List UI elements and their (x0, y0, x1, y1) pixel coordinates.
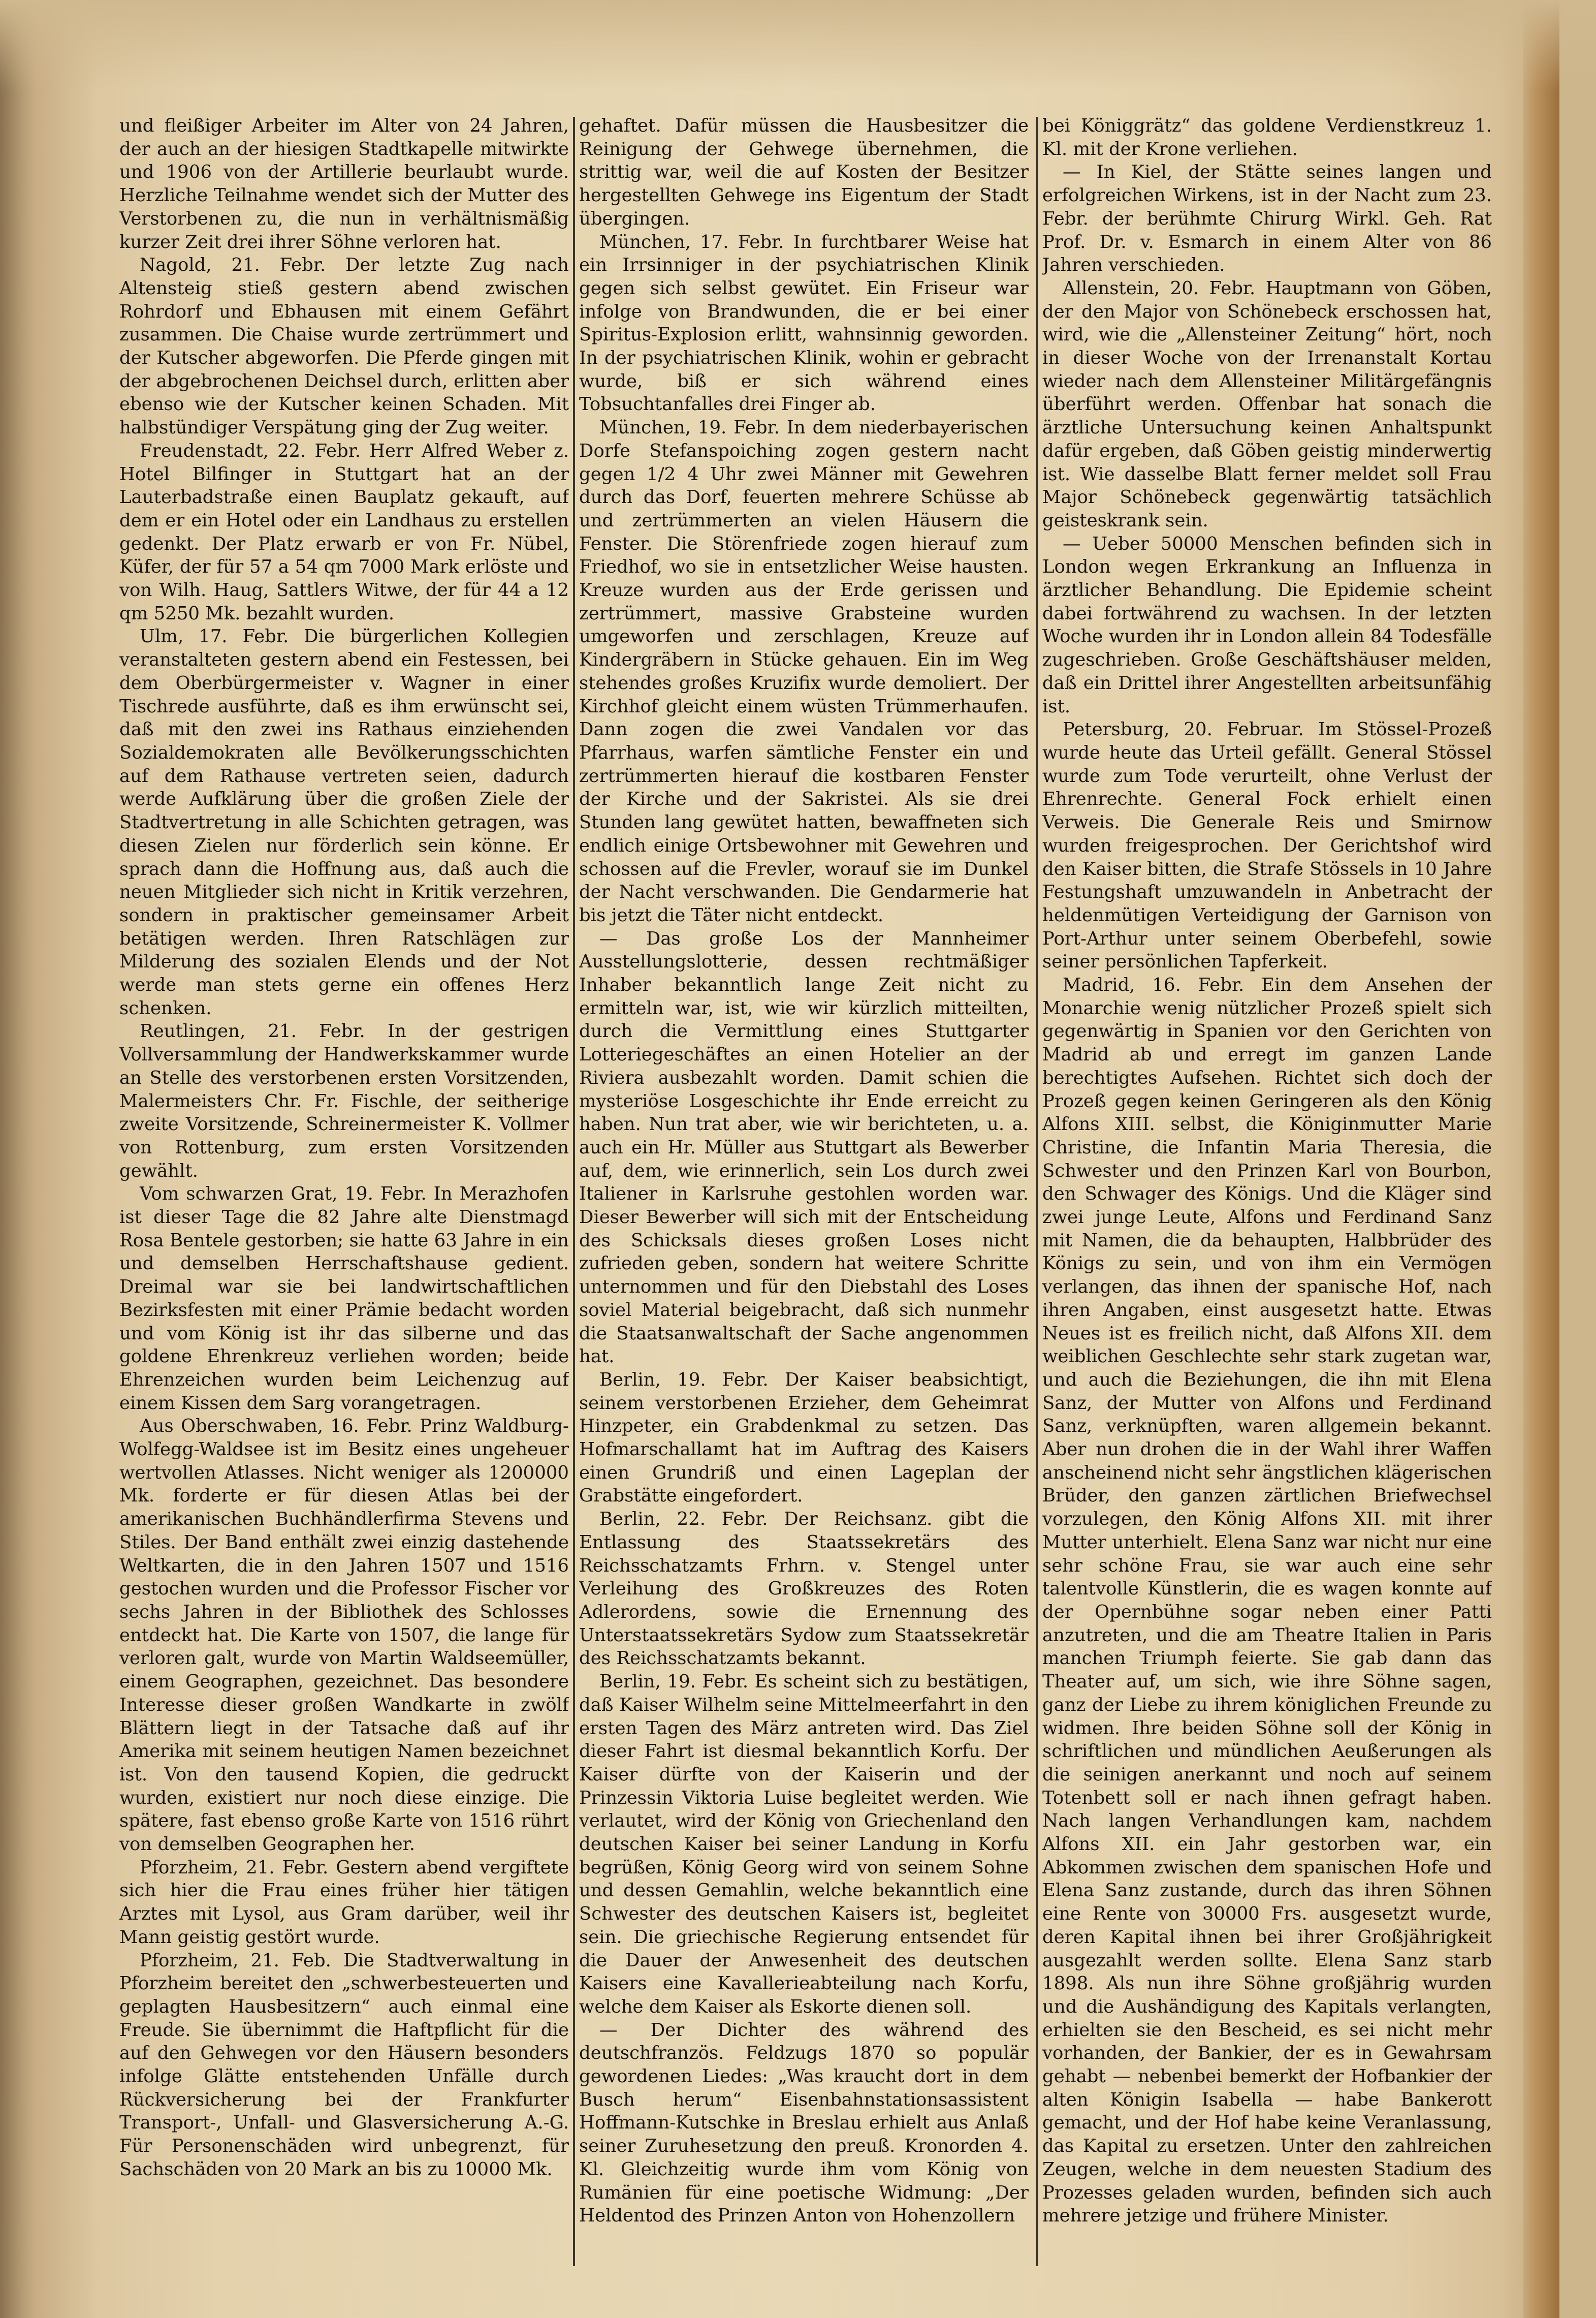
article-paragraph: Vom schwarzen Grat, 19. Febr. In Merazhofen ist dieser Tage die 82 Jahre alte Dienstmagd Rosa Bentele gestorben; sie hatte 63 Jahre in ein und demselben Herrschaftshause gedient. Dreimal war sie bei landwirtschaftlichen Bezirksfesten mit einer Prämie bedacht worden und vom König ist ihr das silberne und das goldene Ehrenkreuz verliehen worden; beide Ehrenzeichen wurden beim Leichenzug auf einem Kissen dem Sarg vorangetragen. (119, 1183, 569, 1414)
page-top-shading (0, 0, 1596, 91)
column-divider (573, 117, 575, 2266)
text-column-left (119, 114, 569, 2264)
article-paragraph: — Ueber 50000 Menschen befinden sich in London wegen Erkrankung an Influenza in ärztlicher Behandlung. Die Epidemie scheint dabei fortwährend zu wachsen. In der letzten Woche wurden ihr in London allein 84 Todesfälle zugeschrieben. Große Geschäftshäuser melden, daß ein Drittel ihrer Angestellten arbeitsunfähig ist. (1042, 533, 1492, 717)
article-paragraph: Madrid, 16. Febr. Ein dem Ansehen der Monarchie wenig nützlicher Prozeß spielt sich gegenwärtig in Spanien vor den Gerichten von Madrid ab und erregt im ganzen Lande berechtigtes Aufsehen. Richtet sich doch der Prozeß gegen keinen Geringeren als den König Alfons XIII. selbst, die Königinmutter Marie Christine, die Infantin Maria Theresia, die Schwester und den Prinzen Karl von Bourbon, den Schwager des Königs. Und die Kläger sind zwei junge Leute, Alfons und Ferdinand Sanz mit Namen, die da behaupten, Halbbrüder des Königs zu sein, und von ihm ein Vermögen verlangen, das ihnen der spanische Hof, nach ihren Angaben, einst ausgesetzt hatte. Etwas Neues ist es freilich nicht, daß Alfons XII. dem weiblichen Geschlechte sehr stark zugetan war, und auch die Beziehungen, die ihn mit Elena Sanz, der Mutter von Alfons und Ferdinand Sanz, verknüpften, waren allgemein bekannt. Aber nun drohen die in der Wahl ihrer Waffen anscheinend nicht sehr ängstlichen klägerischen Brüder, den ganzen zärtlichen Briefwechsel vorzulegen, den König Alfons XII. mit ihrer Mutter unterhielt. Elena Sanz war nicht nur eine sehr schöne Frau, sie war auch eine sehr talentvolle Künstlerin, die es wagen konnte auf der Opernbühne sogar neben einer Patti anzutreten, und die am Theatre Italien in Paris manchen Triumph feierte. Sie gab dann das Theater auf, um sich, wie ihre Söhne sagen, ganz der Liebe zu ihrem königlichen Freunde zu widmen. Ihre beiden Söhne soll der König in schriftlichen und mündlichen Aeußerungen als die seinigen anerkannt und noch auf seinem Totenbett soll er nach ihnen gefragt haben. Nach langen Verhandlungen kam, nachdem Alfons XII. ein Jahr gestorben war, ein Abkommen zwischen dem spanischen Hofe und Elena Sanz zustande, durch das ihren Söhnen eine Rente von 30000 Frs. ausgesetzt wurde, deren Kapital ihnen bei ihrer Großjährigkeit ausgezahlt werden sollte. Elena Sanz starb 1898. Als nun ihre Söhne großjährig wurden und die Aushändigung des Kapitals verlangten, erhielten sie den Bescheid, es sei nicht mehr vorhanden, der Bankier, der es in Gewahrsam gehabt — nebenbei bemerkt der Hofbankier der alten Königin Isabella — habe Bankerott gemacht, und der Hof habe keine Veranlassung, das Kapital zu ersetzen. Unter den zahlreichen Zeugen, welche in dem neuesten Stadium des Prozesses geladen wurden, befinden sich auch mehrere jetzige und frühere Minister. (1042, 975, 1492, 2227)
article-paragraph: Nagold, 21. Febr. Der letzte Zug nach Altensteig stieß gestern abend zwischen Rohrdorf und Ebhausen mit einem Gefährt zusammen. Die Chaise wurde zertrümmert und der Kutscher abgeworfen. Die Pferde gingen mit der abgebrochenen Deichsel durch, erlitten aber ebenso wie der Kutscher keinen Schaden. Mit halbstündiger Verspätung ging der Zug weiter. (119, 255, 569, 438)
article-paragraph: — Der Dichter des während des deutschfranzös. Feldzugs 1870 so populär gewordenen Liedes: „Was kraucht dort in dem Busch herum“ Eisenbahnstationsassistent Hoffmann-Kutschke in Breslau erhielt aus Anlaß seiner Zuruhesetzung den preuß. Kronorden 4. Kl. Gleichzeitig wurde ihm vom König von Rumänien für eine poetische Widmung: „Der Heldentod des Prinzen Anton von Hohenzollern (579, 2019, 1029, 2227)
article-paragraph: Pforzheim, 21. Feb. Die Stadtverwaltung in Pforzheim bereitet den „schwerbesteuerten und geplagten Hausbesitzern“ auch einmal eine Freude. Sie übernimmt die Haftpflicht für die auf den Gehwegen vor den Häusern besonders infolge Glätte entstehenden Unfälle durch Rückversicherung bei der Frankfurter Transport-, Unfall- und Glasversicherung A.-G. Für Personenschäden wird unbegrenzt, für Sachschäden von 20 Mark an bis zu 10000 Mk. (119, 1950, 569, 2180)
article-paragraph: — In Kiel, der Stätte seines langen und erfolgreichen Wirkens, ist in der Nacht zum 23. Febr. der berühmte Chirurg Wirkl. Geh. Rat Prof. Dr. v. Esmarch in einem Alter von 86 Jahren verschieden. (1042, 162, 1492, 276)
page-edge (1523, 0, 1559, 2318)
article-paragraph: Ulm, 17. Febr. Die bürgerlichen Kollegien veranstalteten gestern abend ein Festessen, bei dem Oberbürgermeister v. Wagner in einer Tischrede ausführte, daß es ihm erwünscht sei, daß mit den zwei ins Rathaus einziehenden Sozialdemokraten alle Bevölkerungsschichten auf dem Rathause vertreten seien, dadurch werde Aufklärung über die großen Ziele der Stadtvertretung in alle Schichten getragen, was diesen Zielen nur förderlich sein könne. Er sprach dann die Hoffnung aus, daß auch die neuen Mitglieder sich nicht in Kritik verzehren, sondern in praktischer gemeinsamer Arbeit betätigen werden. Ihren Ratschlägen zur Milderung des sozialen Elends und der Not werde man stets gerne ein offenes Herz schenken. (119, 626, 569, 1019)
article-paragraph: Allenstein, 20. Febr. Hauptmann von Göben, der den Major von Schönebeck erschossen hat, wird, wie die „Allensteiner Zeitung“ hört, noch in dieser Woche von der Irrenanstalt Kortau wieder nach dem Allensteiner Militärgefängnis überführt werden. Offenbar hat sonach die ärztliche Untersuchung keinen Anhaltspunkt dafür ergeben, daß Göben geistig minderwertig ist. Wie dasselbe Blatt ferner meldet soll Frau Major Schönebeck gegenwärtig tatsächlich geisteskrank sein. (1042, 277, 1492, 531)
article-paragraph: Reutlingen, 21. Febr. In der gestrigen Vollversammlung der Handwerkskammer wurde an Stelle des verstorbenen ersten Vorsitzenden, Malermeisters Chr. Fr. Fischle, der seitherige zweite Vorsitzende, Schreinermeister K. Vollmer von Rottenburg, zum ersten Vorsitzenden gewählt. (119, 1021, 569, 1181)
article-paragraph: Pforzheim, 21. Febr. Gestern abend vergiftete sich hier die Frau eines früher hier tätigen Arztes mit Lysol, aus Gram darüber, weil ihr Mann geistig gestört wurde. (119, 1857, 569, 1948)
article-paragraph: München, 19. Febr. In dem niederbayerischen Dorfe Stefanspoiching zogen gestern nacht gegen 1/2 4 Uhr zwei Männer mit Gewehren durch das Dorf, feuerten mehrere Schüsse ab und zertrümmerten an vielen Häusern die Fenster. Die Störenfriede zogen hierauf zum Friedhof, wo sie in entsetzlicher Weise hausten. Kreuze wurden aus der Erde gerissen und zertrümmert, massive Grabsteine wurden umgeworfen und zerschlagen, Kreuze auf Kindergräbern in Stücke gehauen. Ein im Weg stehendes großes Kruzifix wurde demoliert. Der Kirchhof gleicht einem wüsten Trümmerhaufen. Dann zogen die zwei Vandalen vor das Pfarrhaus, warfen sämtliche Fenster ein und zertrümmerten hierauf die kostbaren Fenster der Kirche und der Sakristei. Als sie drei Stunden lang gewütet hatten, bewaffneten sich endlich einige Ortsbewohner mit Gewehren und schossen auf die Frevler, worauf sie im Dunkel der Nacht verschwanden. Die Gendarmerie hat bis jetzt die Täter nicht entdeckt. (579, 417, 1029, 926)
article-paragraph: Berlin, 19. Febr. Der Kaiser beabsichtigt, seinem verstorbenen Erzieher, dem Geheimrat Hinzpeter, ein Grabdenkmal zu setzen. Das Hofmarschallamt hat im Auftrag des Kaisers einen Grundriß und einen Lageplan der Grabstätte eingefordert. (579, 1369, 1029, 1507)
article-paragraph: München, 17. Febr. In furchtbarer Weise hat ein Irrsinniger in der psychiatrischen Klinik gegen sich selbst gewütet. Ein Friseur war infolge von Brandwunden, die er bei einer Spiritus-Explosion erlitt, wahnsinnig geworden. In der psychiatrischen Klinik, wohin er gebracht wurde, biß er sich während eines Tobsuchtanfalles drei Finger ab. (579, 231, 1029, 415)
article-paragraph: Aus Oberschwaben, 16. Febr. Prinz Waldburg-Wolfegg-Waldsee ist im Besitz eines ungeheuer wertvollen Atlasses. Nicht weniger als 1200000 Mk. forderte er für diesen Atlas bei der amerikanischen Buchhändlerfirma Stevens und Stiles. Der Band enthält zwei einzig dastehende Weltkarten, die in den Jahren 1507 und 1516 gestochen wurden und die Professor Fischer vor sechs Jahren in der Bibliothek des Schlosses entdeckt hat. Die Karte von 1507, die lange für verloren galt, wurde von Martin Waldseemüller, einem Geographen, gezeichnet. Das besondere Interesse dieser großen Wandkarte in zwölf Blättern liegt in der Tatsache daß auf ihr Amerika mit seinem heutigen Namen bezeichnet ist. Von den tausend Kopien, die gedruckt wurden, existiert nur noch diese einzige. Die spätere, fast ebenso große Karte von 1516 rührt von demselben Geographen her. (119, 1416, 569, 1855)
article-paragraph: Petersburg, 20. Februar. Im Stössel-Prozeß wurde heute das Urteil gefällt. General Stössel wurde zum Tode verurteilt, ohne Verlust der Ehrenrechte. General Fock erhielt einen Verweis. Die Generale Reis und Smirnow wurden freigesprochen. Der Gerichtshof wird den Kaiser bitten, die Strafe Stössels in 10 Jahre Festungshaft umzuwandeln in Anbetracht der heldenmütigen Verteidigung der Garnison von Port-Arthur unter seinem Oberbefehl, sowie seiner persönlichen Tapferkeit. (1042, 719, 1492, 973)
text-column-right (1042, 114, 1492, 2264)
article-paragraph: Freudenstadt, 22. Febr. Herr Alfred Weber z. Hotel Bilfinger in Stuttgart hat an der Lauterbadstraße einen Bauplatz gekauft, auf dem er ein Hotel oder ein Landhaus zu erstellen gedenkt. Der Platz erwarb er von Fr. Nübel, Küfer, der für 57 a 54 qm 7000 Mark erlöste und von Wilh. Haug, Sattlers Witwe, der für 44 a 12 qm 5250 Mk. bezahlt wurden. (119, 440, 569, 624)
article-paragraph: und fleißiger Arbeiter im Alter von 24 Jahren, der auch an der hiesigen Stadtkapelle mitwirkte und 1906 von der Artillerie beurlaubt wurde. Herzliche Teilnahme wendet sich der Mutter des Verstorbenen zu, die nun in verhältnismäßig kurzer Zeit drei ihrer Söhne verloren hat. (119, 115, 569, 253)
article-paragraph: Berlin, 22. Febr. Der Reichsanz. gibt die Entlassung des Staatssekretärs des Reichsschatzamts Frhrn. v. Stengel unter Verleihung des Großkreuzes des Roten Adlerordens, sowie die Ernennung des Unterstaatssekretärs Sydow zum Staatssekretär des Reichsschatzamts bekannt. (579, 1509, 1029, 1669)
article-paragraph: — Das große Los der Mannheimer Ausstellungslotterie, dessen rechtmäßiger Inhaber bekanntlich lange Zeit nicht zu ermitteln war, ist, wie wir kürzlich mitteilten, durch die Vermittlung eines Stuttgarter Lotteriegeschäftes an einen Hotelier an der Riviera ausbezahlt worden. Damit schien die mysteriöse Losgeschichte ihr Ende erreicht zu haben. Nun trat aber, wie wir berichteten, u. a. auch ein Hr. Müller aus Stuttgart als Bewerber auf, dem, wie erinnerlich, sein Los durch zwei Italiener in Karlsruhe gestohlen worden war. Dieser Bewerber will sich mit der Entscheidung des Schicksals dieses großen Loses nicht zufrieden geben, sondern hat weitere Schritte unternommen und für den Diebstahl des Loses soviel Material beigebracht, daß sich nunmehr die Staatsanwaltschaft der Sache angenommen hat. (579, 928, 1029, 1367)
text-column-middle (579, 114, 1029, 2264)
book-spine-shadow (0, 0, 36, 2318)
article-paragraph: bei Königgrätz“ das goldene Verdienstkreuz 1. Kl. mit der Krone verliehen. (1042, 115, 1492, 160)
article-paragraph: Berlin, 19. Febr. Es scheint sich zu bestätigen, daß Kaiser Wilhelm seine Mittelmeerfahrt in den ersten Tagen des März antreten wird. Das Ziel dieser Fahrt ist diesmal bekanntlich Korfu. Der Kaiser dürfte von der Kaiserin und der Prinzessin Viktoria Luise begleitet werden. Wie verlautet, wird der König von Griechenland den deutschen Kaiser bei seiner Landung in Korfu begrüßen, König Georg wird von seinem Sohne und dessen Gemahlin, welche bekanntlich eine Schwester des deutschen Kaisers ist, begleitet sein. Die griechische Regierung entsendet für die Dauer der Anwesenheit des deutschen Kaisers eine Kavallerieabteilung nach Korfu, welche dem Kaiser als Eskorte dienen soll. (579, 1671, 1029, 2017)
column-divider (1036, 117, 1038, 2266)
article-paragraph: gehaftet. Dafür müssen die Hausbesitzer die Reinigung der Gehwege übernehmen, die strittig war, weil die auf Kosten der Besitzer hergestellten Gehwege ins Eigentum der Stadt übergingen. (579, 115, 1029, 229)
